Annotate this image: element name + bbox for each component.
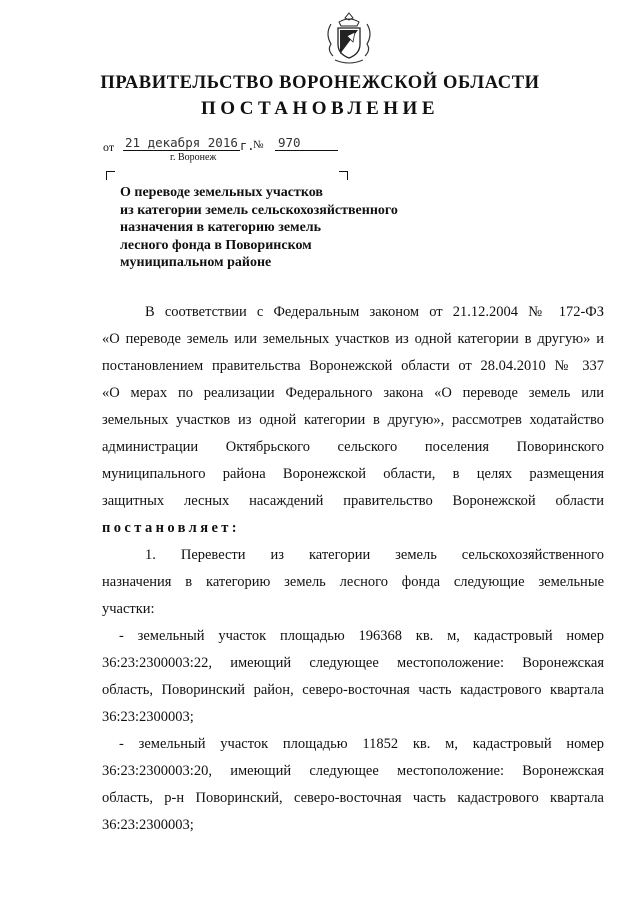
subject-line: назначения в категорию земель [120,220,322,235]
city-label: г. Воронеж [170,152,217,163]
organization-title: ПРАВИТЕЛЬСТВО ВОРОНЕЖСКОЙ ОБЛАСТИ [100,73,540,93]
coat-of-arms-icon [323,10,375,68]
decree-word: постановляет: [102,520,241,536]
date-number-line [103,135,363,155]
subject-line: О переводе земельных участков [120,185,323,200]
document-subject [120,184,398,272]
plot-line: 36:23:2300003:22, имеющий следующее местоположение: Воронежская [102,655,604,671]
plot-line: 36:23:2300003; [102,817,194,833]
plot-line: 36:23:2300003:20, имеющий следующее местоположение: Воронежская [102,763,604,779]
document-type: ПОСТАНОВЛЕНИЕ [200,98,440,119]
year-suffix: г. [240,139,255,153]
preamble-line: администрации Октябрьского сельского поселения Поворинского [102,439,604,455]
subject-line: муниципальном районе [120,255,272,270]
preamble-line: земельных участков из одной категории в другую», рассмотрев ходатайство [102,412,604,428]
preamble-line: защитных лесных насаждений правительство Воронежской области [102,493,604,509]
preamble-line: «О переводе земель или земельных участков из одной категории в другую» и [102,331,604,347]
clause-line: участки: [102,601,155,617]
document-date: 21 декабря 2016 [123,135,240,151]
document-number: 970 [275,135,338,151]
subject-bracket-left [106,171,115,180]
number-label: № [253,139,264,151]
plot-line: область, Поворинский район, северо-восточная часть кадастрового квартала [102,682,604,698]
plot-line: - земельный участок площадью 196368 кв. м, кадастровый номер [119,628,604,644]
preamble-line: постановлением правительства Воронежской области от 28.04.2010 № 337 [102,358,604,374]
subject-bracket-right [339,171,348,180]
plot-line: - земельный участок площадью 11852 кв. м, кадастровый номер [119,736,604,752]
clause-line: 1. Перевести из категории земель сельскохозяйственного [145,547,604,563]
subject-line: из категории земель сельскохозяйственного [120,202,398,218]
date-prefix: от [103,140,115,154]
subject-line: лесного фонда в Поворинском [120,237,312,253]
preamble-line: В соответствии с Федеральным законом от 21.12.2004 № 172-ФЗ [145,304,604,320]
plot-line: 36:23:2300003; [102,709,194,725]
preamble-line: «О мерах по реализации Федерального закона «О переводе земель или [102,385,604,401]
plot-line: область, р-н Поворинский, северо-восточная часть кадастрового квартала [102,790,604,806]
clause-line: назначения в категорию земель лесного фонда следующие земельные [102,574,604,590]
document-body [102,299,604,839]
preamble-line: муниципального района Воронежской области, в целях размещения [102,466,604,482]
